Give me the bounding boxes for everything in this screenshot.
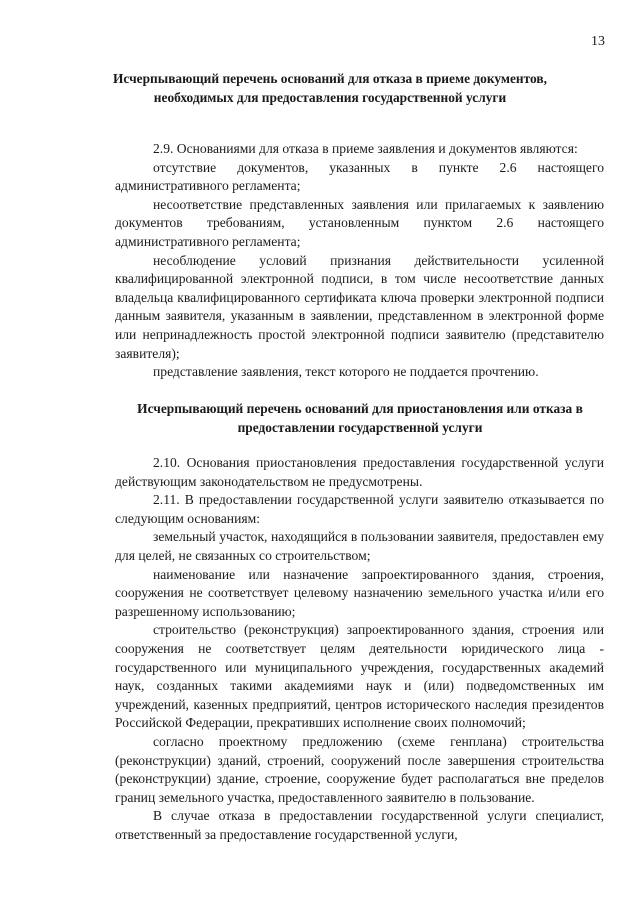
paragraph: согласно проектному предложению (схеме генплана) строительства (реконструкции) зданий, строений, сооружений после завершения строительства (реконструкции) здание, строение, сооружение будет располагаться вне пределов границ земельного участка, предоставленного заявителю в пользование. <box>115 733 604 805</box>
paragraph: отсутствие документов, указанных в пункте 2.6 настоящего административного регламента; <box>115 159 604 194</box>
paragraph: В случае отказа в предоставлении государственной услуги специалист, ответственный за предоставление государственной услуги, <box>115 808 604 842</box>
paragraph: 2.11. В предоставлении государственной услуги заявителю отказывается по следующим основаниям: <box>115 492 604 526</box>
paragraph: 2.9. Основаниями для отказа в приеме заявления и документов являются: <box>153 141 578 156</box>
section-body-refusal-acceptance <box>115 140 604 382</box>
page-number: 13 <box>591 34 605 49</box>
paragraph: несоблюдение условий признания действительности усиленной квалифицированной электронной подписи, в том числе несоответствие данных владельца квалифицированного сертификата ключа проверки электронной подписи данным заявителя, указанным в заявлении, представленном в электронной форме или непринадлежность простой электронной подписи заявителю (представителю заявителя); <box>115 252 604 361</box>
paragraph: несоответствие представленных заявления или прилагаемых к заявлению документов требованиям, установленным пунктом 2.6 настоящего административного регламента; <box>115 196 604 249</box>
paragraph: наименование или назначение запроектированного здания, строения, сооружения не соответствует целевому назначению земельного участка и/или его разрешенному использованию; <box>115 566 604 619</box>
section-heading-suspension-refusal: Исчерпывающий перечень оснований для приостановления или отказа в предоставлении государственной услуги <box>137 401 583 435</box>
section-heading-refusal-acceptance: Исчерпывающий перечень оснований для отказа в приеме документов, необходимых для предоставления государственной услуги <box>113 71 547 105</box>
paragraph: земельный участок, находящийся в пользовании заявителя, предоставлен ему для целей, не связанных со строительством; <box>115 529 604 563</box>
paragraph: 2.10. Основания приостановления предоставления государственной услуги действующим законодательством не предусмотрены. <box>115 455 604 489</box>
section-body-suspension-refusal <box>115 454 604 844</box>
paragraph: представление заявления, текст которого не поддается прочтению. <box>153 364 539 380</box>
paragraph: строительство (реконструкция) запроектированного здания, строения или сооружения не соответствует целям деятельности юридического лица - государственного или муниципального учреждения, государственных академий наук, созданных такими академиями наук и (или) подведомственных им учреждений, казенных предприятий, центров исторического наследия президентов Российской Федерации, прекративших исполнение своих полномочий; <box>115 622 604 731</box>
